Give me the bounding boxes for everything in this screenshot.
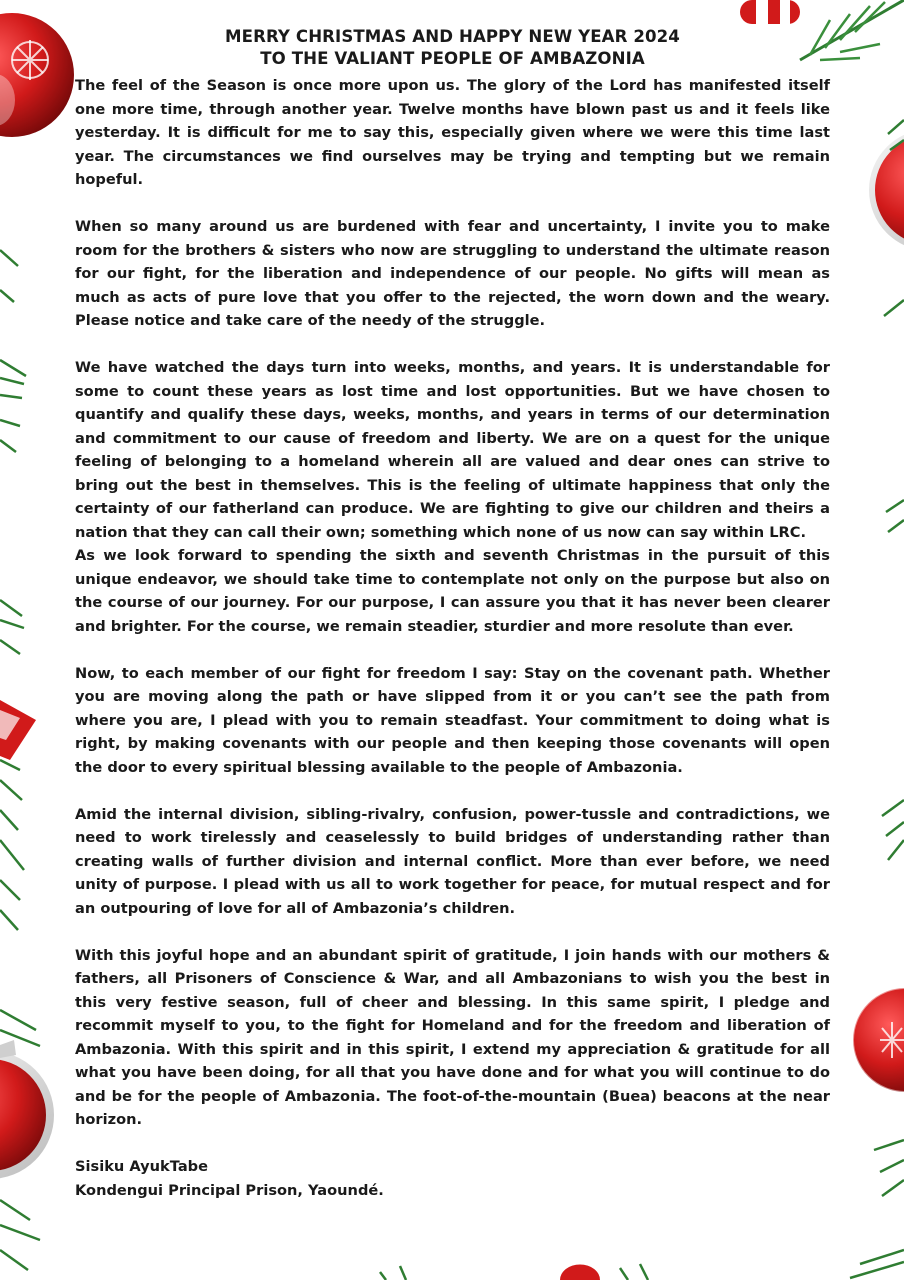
paragraph: When so many around us are burdened with fear and uncertainty, I invite you to make room for the brothers & sisters who now are struggling to understand the ultimate reason for our fight, for the liberation and independence of our people. No gifts will mean as much as acts of pure love that you offer to the rejected, the worn down and the weary. Please notice and take care of the needy of the struggle. — [75, 218, 830, 329]
paragraph: As we look forward to spending the sixth and seventh Christmas in the pursuit of this unique endeavor, we should take time to contemplate not only on the purpose but also on the course of our journey. For our purpose, I can assure you that it has never been clearer and brighter. For the course, we remain steadier, sturdier and more resolute than ever. — [75, 547, 830, 635]
ornament-right-lower — [853, 988, 904, 1092]
paragraph: The feel of the Season is once more upon us. The glory of the Lord has manifested itself one more time, through another year. Twelve months have blown past us and it feels like yesterday. It is difficult for me to say this, especially given where we were this time last year. The circumstances we find ourselves may be trying and tempting but we remain hopeful. — [75, 77, 830, 188]
ornament-right-upper — [872, 132, 904, 248]
pine-bottom — [380, 1264, 648, 1280]
title-line-2: TO THE VALIANT PEOPLE OF AMBAZONIA — [260, 49, 645, 68]
paragraph: We have watched the days turn into weeks, months, and years. It is understandable for some to count these years as lost time and lost opportunities. But we have chosen to quantify and qualify these days, weeks, months, and years in terms of our determination and commitment to our cause of freedom and liberty. We are on a quest for the unique feeling of belonging to a homeland wherein all are valued and dear ones can strive to bring out the best in themselves. This is the feeling of ultimate happiness that only the certainty of our fatherland can produce. We are fighting to give our children and theirs a nation that they can call their own; something which none of us now can say within LRC. — [75, 359, 830, 541]
letter-title — [75, 26, 830, 70]
pine-right — [850, 120, 904, 1278]
ornament-left-mid — [0, 700, 36, 760]
paragraph: With this joyful hope and an abundant spirit of gratitude, I join hands with our mothers & fathers, all Prisoners of Conscience & War, and all Ambazonians to wish you the best in this very festive season, full of cheer and blessing. In this same spirit, I pledge and recommit myself to you, to the fight for Homeland and for the freedom and liberation of Ambazonia. With this spirit and in this spirit, I extend my appreciation & gratitude for all what you have been doing, for all that you have done and for what you will continue to do and be for the people of Ambazonia. The foot-of-the-mountain (Buea) beacons at the near horizon. — [75, 946, 830, 1128]
ornament-top-left — [0, 13, 74, 137]
paragraph: Now, to each member of our fight for freedom I say: Stay on the covenant path. Whether you are moving along the path or have slipped from it or you can’t see the path from where you are, I plead with you to remain steadfast. Your commitment to doing what is right, by making covenants with our people and then keeping those covenants will open the door to every spiritual blessing available to the people of Ambazonia. — [75, 664, 830, 776]
paragraph: Amid the internal division, sibling-rivalry, confusion, power-tussle and contradictions, we need to work tirelessly and ceaselessly to build bridges of understanding rather than creating walls of further division and internal conflict. More than ever before, we need unity of purpose. I plead with us all to work together for peace, for mutual respect and for an outpouring of love for all of Ambazonia’s children. — [75, 805, 830, 917]
signature-name: Sisiku AyukTabe — [75, 1158, 209, 1175]
signature-location: Kondengui Principal Prison, Yaoundé. — [75, 1181, 384, 1199]
title-line-1: MERRY CHRISTMAS AND HAPPY NEW YEAR 2024 — [225, 27, 680, 46]
pine-left — [0, 250, 40, 1270]
letter-body — [75, 26, 830, 1202]
ornament-left-lower — [0, 1040, 50, 1175]
signature-block — [75, 1155, 830, 1202]
